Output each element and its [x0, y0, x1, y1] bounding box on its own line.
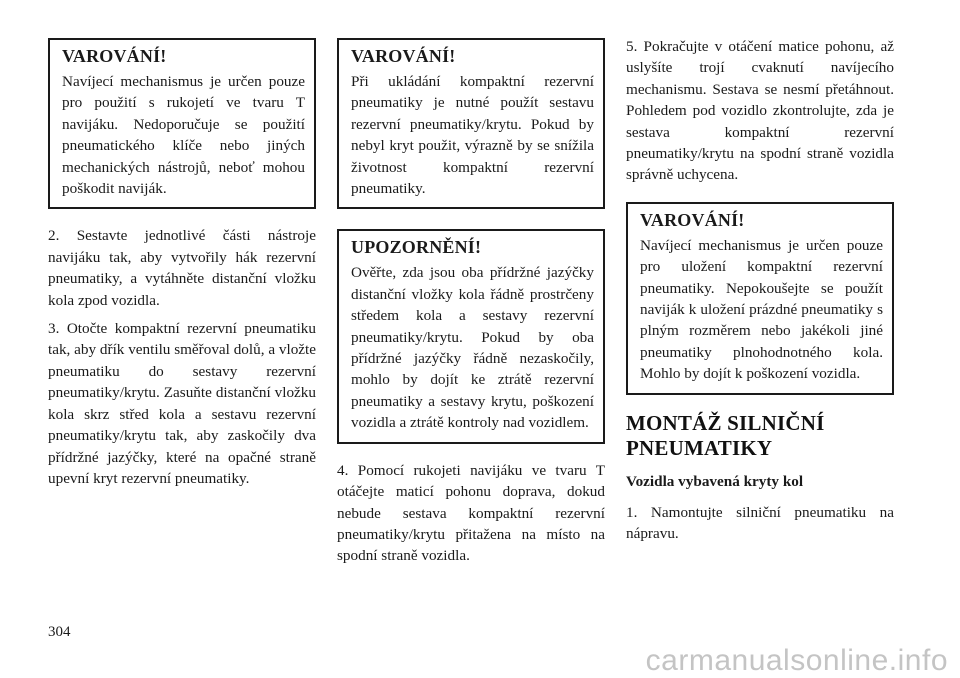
- warning-box: [626, 202, 894, 395]
- warning-title: VAROVÁNÍ!: [640, 209, 745, 230]
- warning-text: Při ukládání kompaktní rezervní pneumatiky je nutné použít sestavu rezervní pneumatiky/krytu. Pokud by nebyl kryt použit, výrazně by se snížila životnost kompaktní rezervní pneumatiky.: [351, 73, 594, 198]
- step-3-paragraph: 3. Otočte kompaktní rezervní pneumatiku tak, aby dřík ventilu směřoval dolů, a vložte pneumatiku do sestavy rezervní pneumatiky/krytu. Zasuňte distanční vložku kola skrz střed kola a sestavu rezervní pneumatiky/krytu tak, aby zaskočily dva přídržné jazýčky, které na opačné straně upevní kryt rezervní pneumatiky.: [48, 320, 316, 487]
- warning-title: VAROVÁNÍ!: [62, 46, 167, 66]
- column-left: [48, 38, 316, 496]
- warning-text: Navíjecí mechanismus je určen pouze pro použití s rukojetí ve tvaru T navijáku. Nedoporučuje se použití pneumatického klíče nebo jiných mechanických nástrojů, neboť mohou poškodit naviják.: [62, 73, 305, 198]
- warning-text: Navíjecí mechanismus je určen pouze pro uložení kompaktní rezervní pneumatiky. Nepokoušejte se použít naviják k uložení prázdné pneumatiky s plným rozměrem nebo jakékoli jiné pneumatiky plnohodnotného kola. Mohlo by dojít k poškození vozidla.: [640, 236, 883, 383]
- warning-box: [48, 38, 316, 209]
- warning-title: VAROVÁNÍ!: [351, 46, 456, 66]
- step-4-paragraph: 4. Pomocí rukojeti navijáku ve tvaru T otáčejte maticí pohonu doprava, dokud nebude sestava kompaktní rezervní pneumatiky/krytu přitažena na místo na spodní straně vozidla.: [337, 461, 605, 565]
- column-right: [626, 36, 894, 552]
- caution-text: Ověřte, zda jsou oba přídržné jazýčky distanční vložky kola řádně prostrčeny středem kola a sestavy rezervní pneumatiky/krytu. Pokud by oba přídržné jazýčky řádně nezaskočily, mohlo by dojít ke ztrátě rezervní pneumatiky a sestavy krytu, poškození vozidla a ztrátě kontroly nad vozidlem.: [351, 264, 594, 432]
- column-middle: [337, 38, 605, 574]
- warning-box: [337, 38, 605, 209]
- step-1-paragraph: 1. Namontujte silniční pneumatiku na nápravu.: [626, 503, 894, 543]
- watermark: carmanualsonline.info: [645, 644, 948, 677]
- step-2-paragraph: 2. Sestavte jednotlivé části nástroje navijáku tak, aby vytvořily hák rezervní pneumatiky, a vytáhněte distanční vložku kola zpod vozidla.: [48, 227, 316, 309]
- page-number: 304: [48, 624, 71, 640]
- caution-box: [337, 229, 605, 443]
- subheading: Vozidla vybavená kryty kol: [626, 472, 804, 490]
- caution-title: UPOZORNĚNÍ!: [351, 237, 482, 258]
- section-heading: MONTÁŽ SILNIČNÍ PNEUMATIKY: [626, 410, 825, 460]
- step-5-paragraph: 5. Pokračujte v otáčení matice pohonu, až uslyšíte trojí cvaknutí navíjecího mechanismu. Sestava se nesmí přetáhnout. Pohledem pod vozidlo zkontrolujte, zda je sestava kompaktní rezervní pneumatiky/krytu na spodní straně vozidla správně uchycena.: [626, 38, 894, 184]
